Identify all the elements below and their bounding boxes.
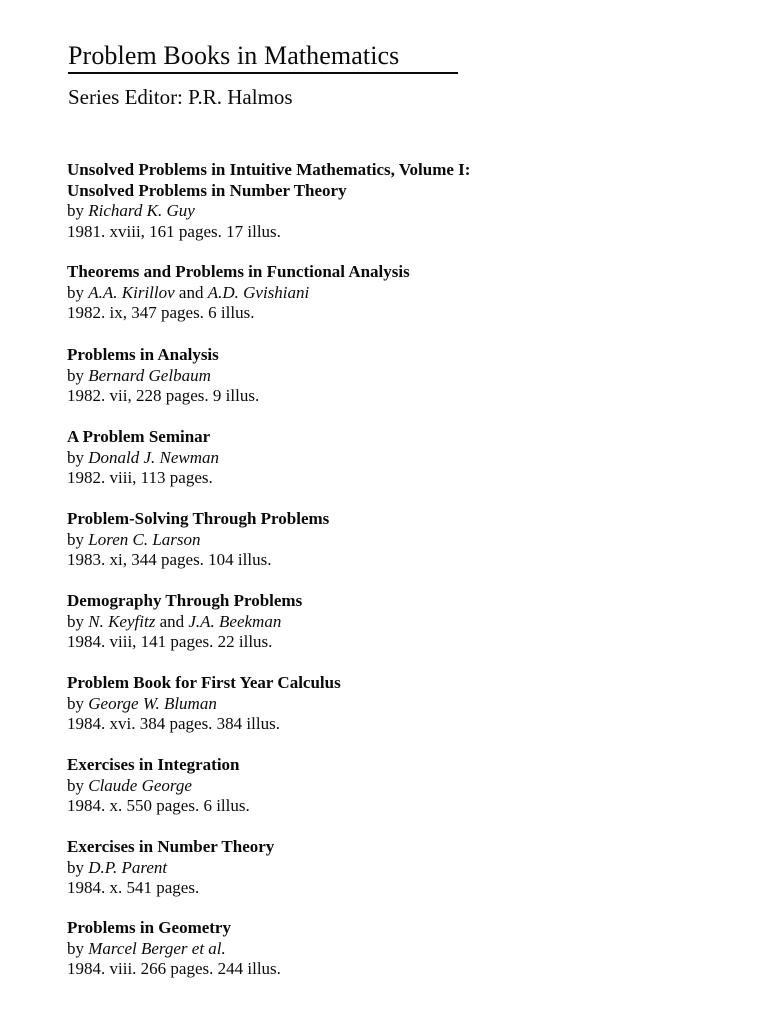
- author-name: George W. Bluman: [88, 693, 217, 713]
- by-prefix: by: [67, 938, 89, 958]
- publication-info: 1981. xviii, 161 pages. 17 illus.: [67, 221, 281, 241]
- book-authors: [67, 530, 329, 551]
- series-title: Problem Books in Mathematics: [68, 41, 400, 70]
- series-editor: Series Editor: P.R. Halmos: [68, 85, 293, 109]
- book-authors: [67, 366, 259, 387]
- book-title: Exercises in Number Theory: [67, 837, 275, 856]
- author-name: Marcel Berger et al.: [88, 938, 226, 958]
- book-entry: [67, 262, 410, 324]
- book-authors: [67, 201, 470, 222]
- by-prefix: by: [67, 201, 89, 220]
- by-prefix: by: [67, 693, 89, 713]
- book-authors: [67, 694, 341, 715]
- book-title: Unsolved Problems in Number Theory: [67, 180, 347, 200]
- book-title: Problem-Solving Through Problems: [67, 509, 330, 528]
- author-name: Bernard Gelbaum: [88, 365, 211, 385]
- book-entry: [67, 160, 470, 242]
- book-authors: [67, 776, 250, 797]
- publication-info: 1984. viii. 266 pages. 244 illus.: [67, 959, 281, 978]
- author-name: J.A. Beekman: [188, 611, 282, 631]
- book-entry: [67, 673, 341, 735]
- book-authors: [67, 858, 274, 879]
- publication-info: 1983. xi, 344 pages. 104 illus.: [67, 550, 272, 569]
- publication-info: 1982. vii, 228 pages. 9 illus.: [67, 386, 260, 405]
- book-title: Unsolved Problems in Intuitive Mathematics, Volume I:: [67, 160, 471, 179]
- author-name: Donald J. Newman: [88, 447, 220, 467]
- publication-info: 1982. ix, 347 pages. 6 illus.: [67, 303, 255, 322]
- book-title: Theorems and Problems in Functional Analysis: [67, 262, 410, 281]
- book-entry: [67, 591, 302, 653]
- by-prefix: by: [67, 447, 89, 467]
- author-name: Richard K. Guy: [88, 201, 195, 220]
- author-name: Loren C. Larson: [88, 529, 201, 549]
- book-title: Problems in Analysis: [67, 345, 219, 364]
- book-entry: [67, 755, 250, 817]
- book-authors: [67, 448, 219, 469]
- publication-info: 1984. x. 550 pages. 6 illus.: [67, 796, 250, 815]
- author-name: A.A. Kirillov: [88, 282, 175, 302]
- title-underline: [68, 72, 458, 74]
- book-authors: [67, 612, 302, 633]
- author-name: Claude George: [88, 775, 192, 795]
- book-entry: [67, 427, 219, 489]
- publication-info: 1984. xvi. 384 pages. 384 illus.: [67, 714, 280, 733]
- author-name: D.P. Parent: [88, 857, 168, 877]
- publication-info: 1982. viii, 113 pages.: [67, 468, 213, 487]
- publication-info: 1984. viii, 141 pages. 22 illus.: [67, 632, 273, 651]
- by-prefix: by: [67, 365, 89, 385]
- book-title: Demography Through Problems: [67, 591, 303, 610]
- by-prefix: by: [67, 611, 89, 631]
- by-prefix: by: [67, 857, 89, 877]
- book-title: Problem Book for First Year Calculus: [67, 673, 341, 692]
- by-prefix: by: [67, 282, 89, 302]
- author-name: A.D. Gvishiani: [207, 282, 310, 302]
- book-entry: [67, 345, 259, 407]
- author-joiner: and: [174, 282, 208, 302]
- book-authors: [67, 939, 281, 960]
- book-entry: [67, 837, 274, 899]
- book-title: A Problem Seminar: [67, 427, 211, 446]
- publication-info: 1984. x. 541 pages.: [67, 878, 200, 897]
- by-prefix: by: [67, 529, 89, 549]
- book-entry: [67, 918, 281, 980]
- author-name: N. Keyfitz: [88, 611, 156, 631]
- by-prefix: by: [67, 775, 89, 795]
- book-title: Problems in Geometry: [67, 918, 231, 937]
- author-joiner: and: [155, 611, 189, 631]
- book-entry: [67, 509, 329, 571]
- book-authors: [67, 283, 410, 304]
- book-title: Exercises in Integration: [67, 755, 240, 774]
